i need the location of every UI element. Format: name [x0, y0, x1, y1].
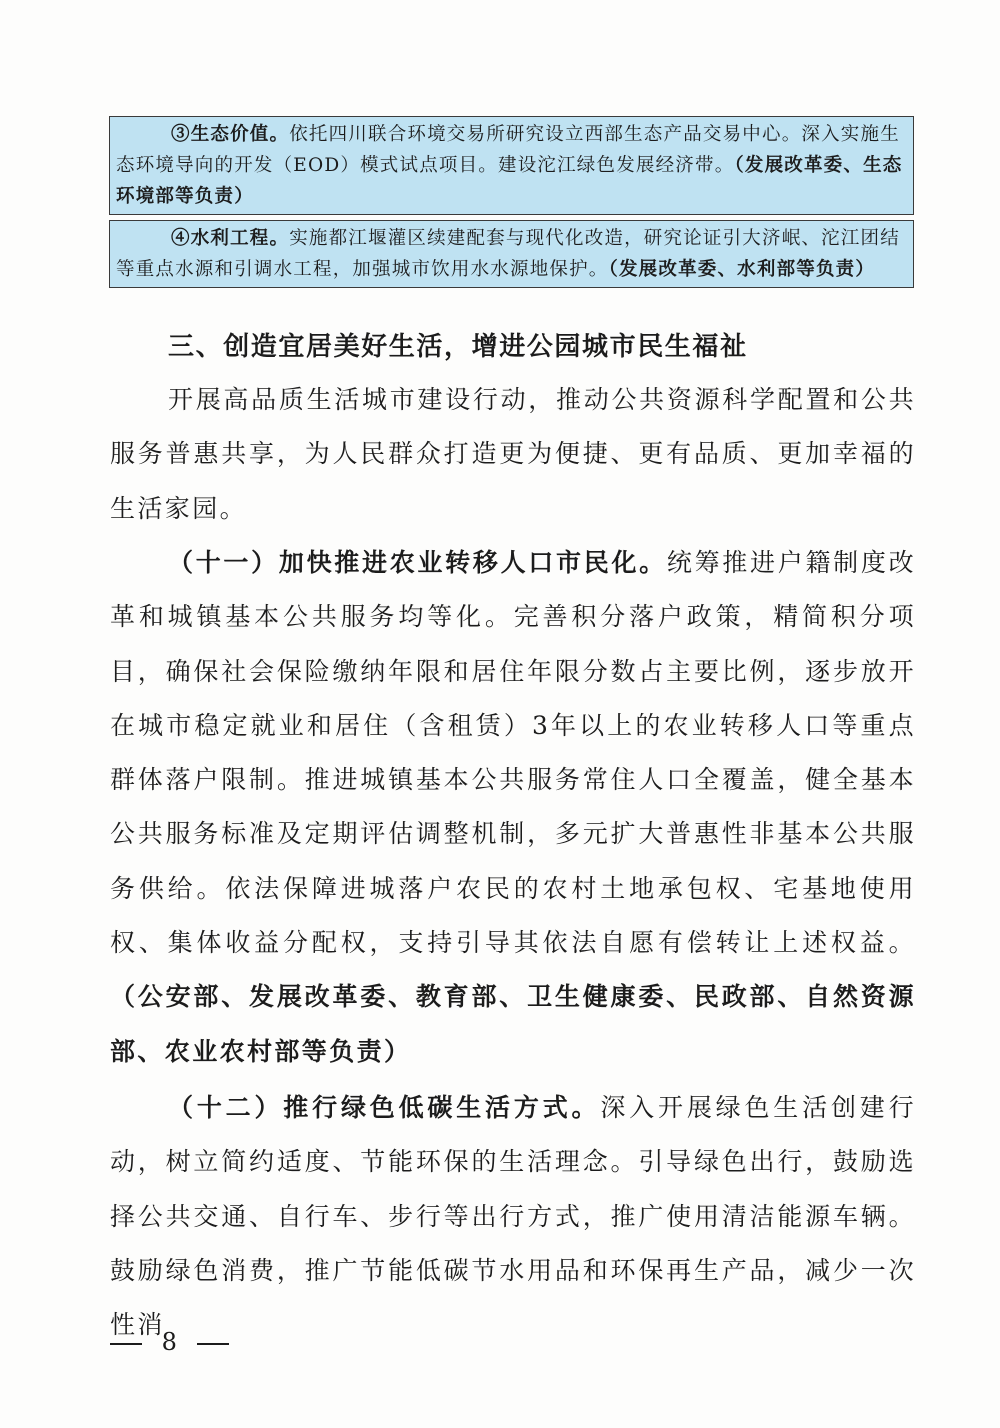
highlight-boxes: [109, 116, 914, 288]
box-water-conservancy: [109, 220, 914, 288]
section-title: 三、创造宜居美好生活，增进公园城市民生福祉: [168, 332, 748, 362]
item-heading: （十一）加快推进农业转移人口市民化。: [168, 548, 667, 577]
box-topic: ④水利工程。: [171, 228, 290, 249]
dash-left: [110, 1343, 142, 1345]
item-heading: （十二）推行绿色低碳生活方式。: [168, 1093, 601, 1122]
box-text: 依托四川联合环境交易所研究设立西部生态产品交易中心。深入实施生态环境导向的开发（EOD）模式试点项目。建设沱江绿色发展经济带。: [116, 124, 900, 176]
page-number-footer: [110, 1322, 229, 1362]
paragraph-item-11: [110, 536, 916, 1079]
item-text: 深入开展绿色生活创建行动，树立简约适度、节能环保的生活理念。引导绿色出行，鼓励选择公共交通、自行车、步行等出行方式，推广使用清洁能源车辆。鼓励绿色消费，推广节能低碳节水用品和环保再生产品，减少一次性消: [110, 1093, 916, 1340]
paragraph-item-12: [110, 1081, 916, 1352]
dash-right: [197, 1343, 229, 1345]
item-text: 统筹推进户籍制度改革和城镇基本公共服务均等化。完善积分落户政策，精简积分项目，确保社会保险缴纳年限和居住年限分数占主要比例，逐步放开在城市稳定就业和居住（含租赁）3年以上的农业转移人口等重点群体落户限制。推进城镇基本公共服务常住人口全覆盖，健全基本公共服务标准及定期评估调整机制，多元扩大普惠性非基本公共服务供给。依法保障进城落户农民的农村土地承包权、宅基地使用权、集体收益分配权，支持引导其依法自愿有偿转让上述权益。: [110, 548, 916, 958]
box-text: 实施都江堰灌区续建配套与现代化改造，研究论证引大济岷、沱江团结等重点水源和引调水工程，加强城市饮用水水源地保护。: [116, 228, 900, 280]
box-responsible: （发展改革委、生态环境部等负责）: [116, 155, 903, 207]
intro-paragraph: [110, 373, 916, 536]
item-responsible: （公安部、发展改革委、教育部、卫生健康委、民政部、自然资源部、农业农村部等负责）: [110, 982, 916, 1066]
box-topic: ③生态价值。: [171, 124, 290, 145]
intro-text: 开展高品质生活城市建设行动，推动公共资源科学配置和公共服务普惠共享，为人民群众打造更为便捷、更有品质、更加幸福的生活家园。: [110, 385, 916, 523]
box-responsible: （发展改革委、水利部等负责）: [608, 259, 876, 280]
box-ecological-value: [109, 116, 914, 215]
page-number: 8: [161, 1328, 177, 1356]
